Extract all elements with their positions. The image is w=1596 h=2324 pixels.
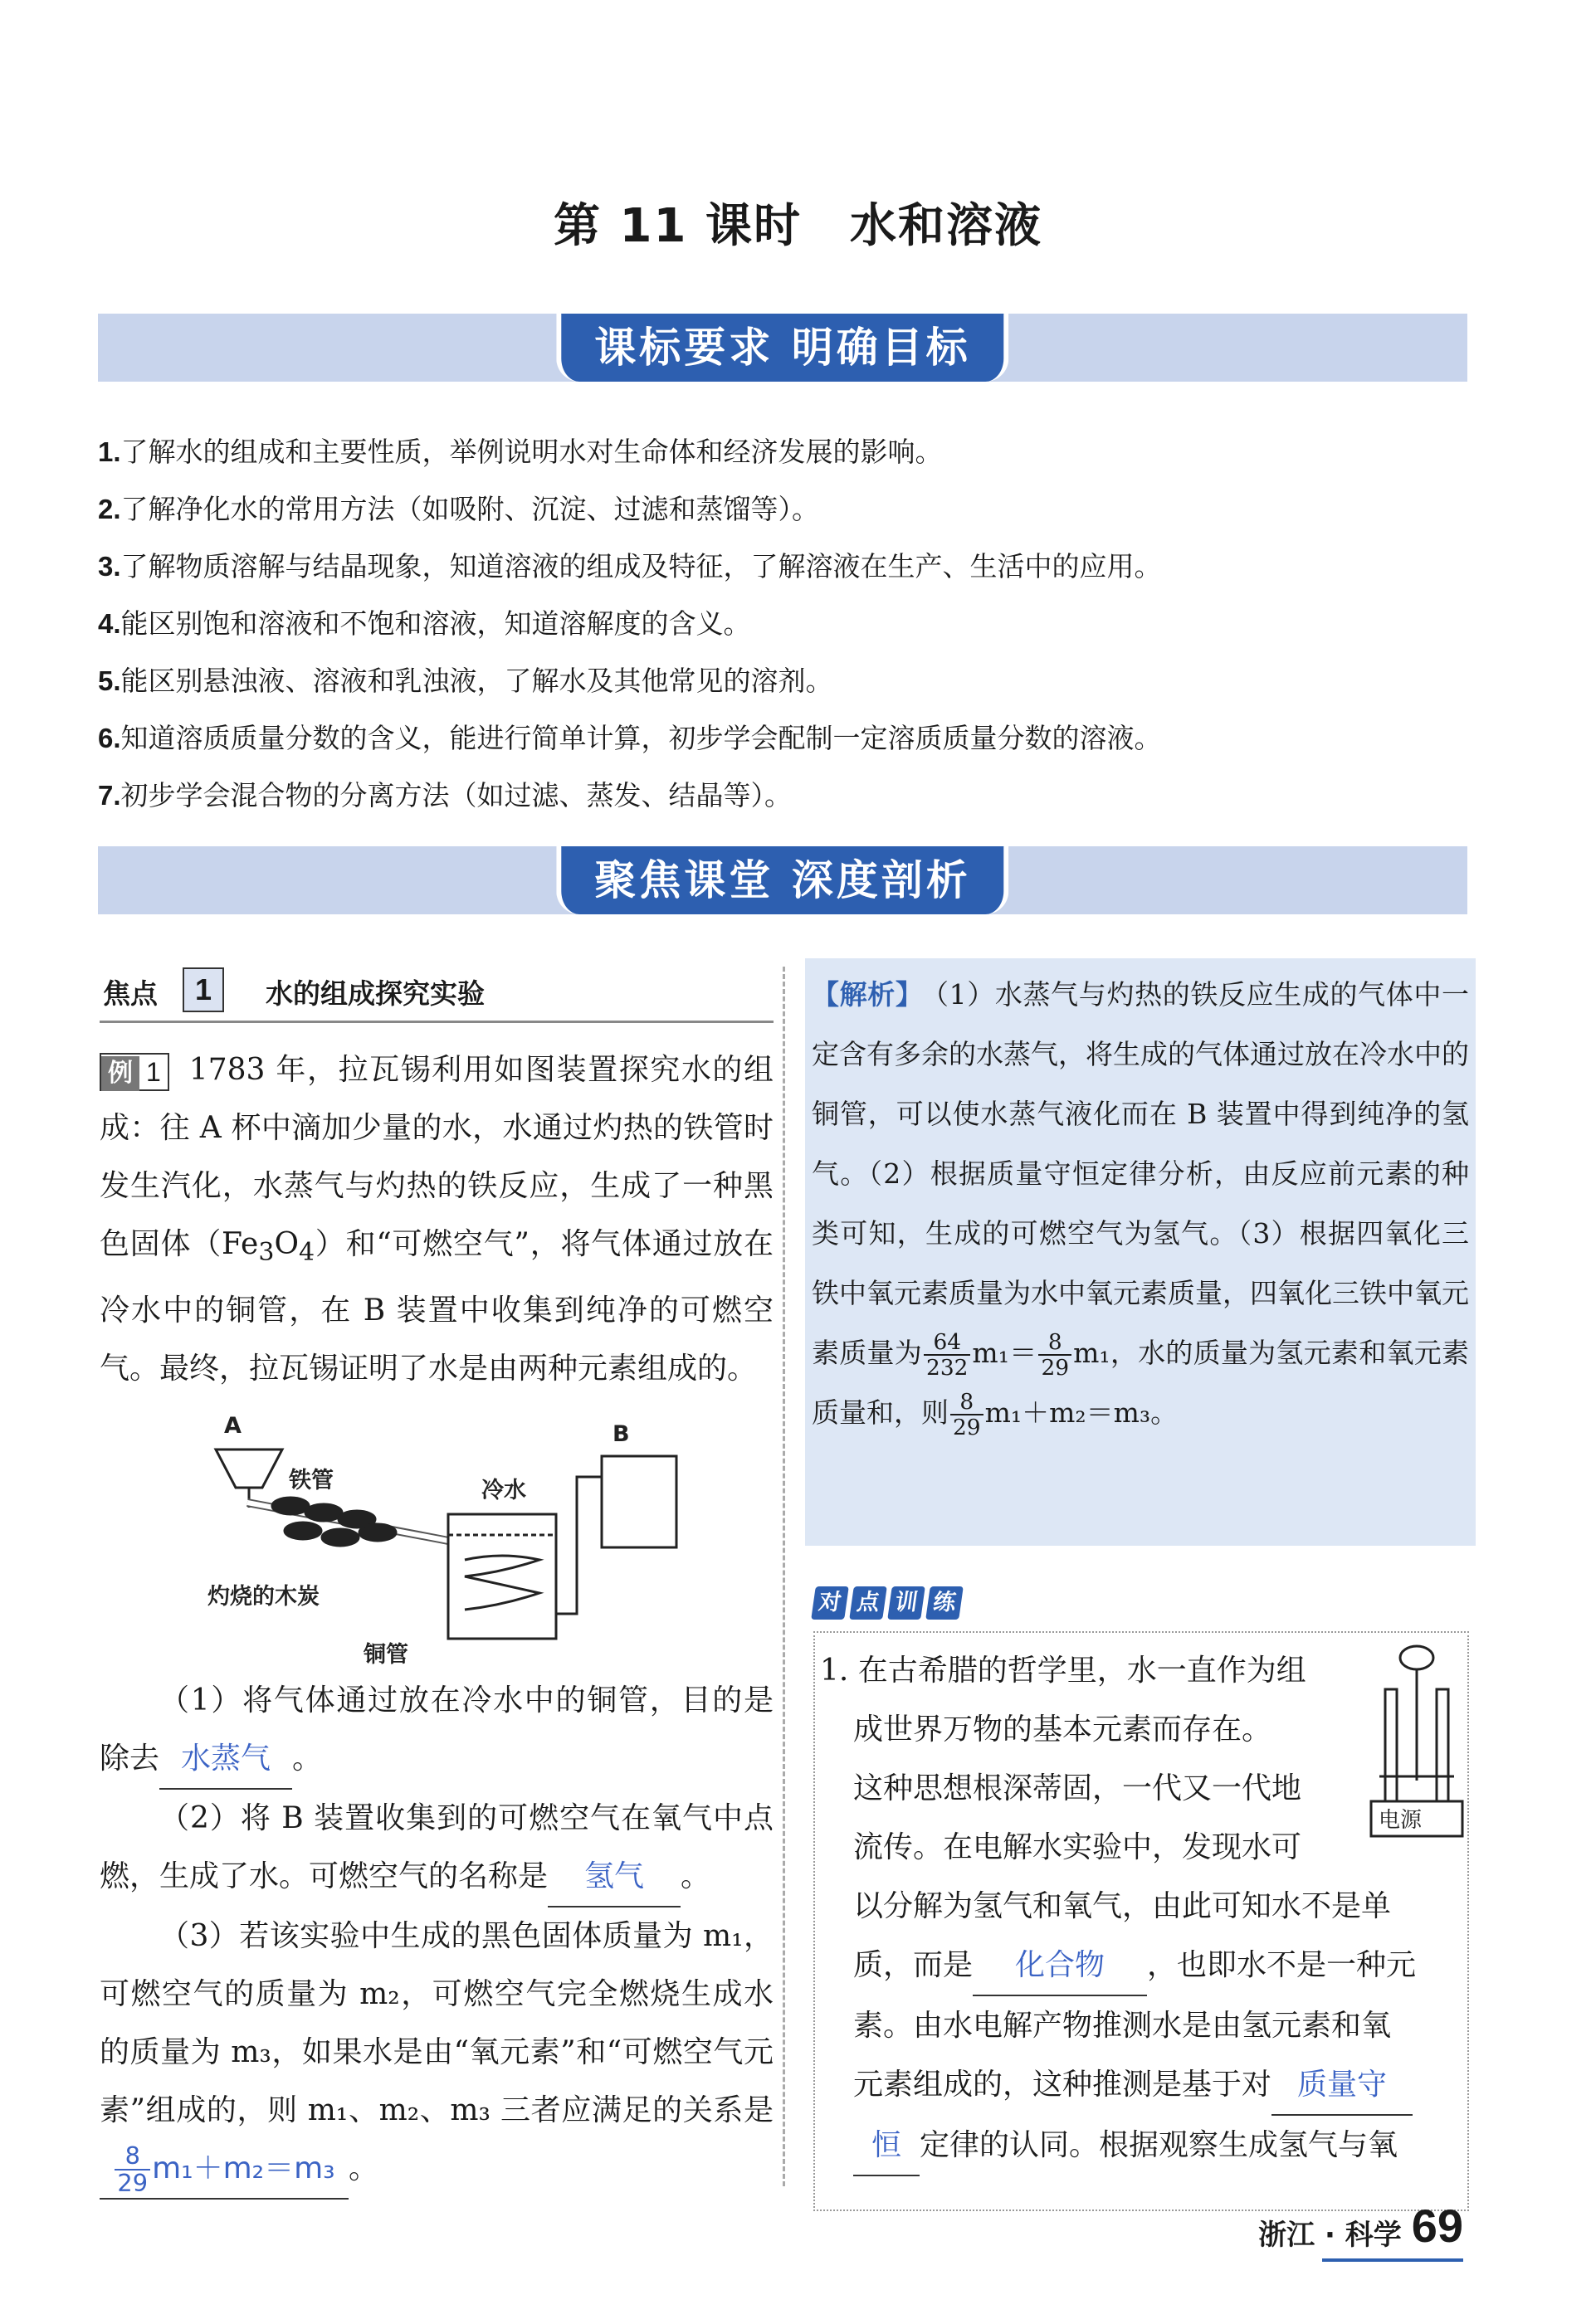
footer-underline xyxy=(1322,2258,1463,2262)
practice-section xyxy=(813,1585,1469,2211)
electrolysis-diagram xyxy=(1367,1639,1467,1839)
fraction: $\frac{64}{232}$ xyxy=(924,1330,970,1380)
example-column xyxy=(100,962,774,2200)
analysis-box xyxy=(805,958,1476,1546)
section-banner-focus-label: 聚焦课堂 深度剖析 xyxy=(556,846,1008,914)
answer-blank: 质量守 xyxy=(1271,2055,1413,2116)
focus-label: 焦点 xyxy=(103,977,158,1010)
focus-heading xyxy=(100,962,774,1023)
focus-title: 水的组成探究实验 xyxy=(266,977,485,1010)
page-footer xyxy=(1258,2199,1463,2253)
objective-item: 7.初步学会混合物的分离方法（如过滤、蒸发、结晶等）。 xyxy=(98,779,793,811)
section-banner-objectives-label: 课标要求 明确目标 xyxy=(556,314,1008,382)
text-line: 素。由水电解产物推测水是由氢元素和氧 xyxy=(853,2009,1392,2043)
apparatus-figure xyxy=(100,1398,774,1672)
analysis-label: 【解析】 xyxy=(812,978,924,1011)
focus-number: 1 xyxy=(183,967,224,1012)
figure-label-b: B xyxy=(613,1421,630,1448)
objective-item: 6.知道溶质质量分数的含义，能进行简单计算，初步学会配制一定溶质质量分数的溶液。 xyxy=(98,722,1162,754)
page-number: 69 xyxy=(1411,2200,1463,2252)
fraction: $\frac{8}{29}$ xyxy=(115,2143,150,2197)
practice-chip: 点 xyxy=(849,1586,887,1620)
figure-label-a: A xyxy=(224,1413,242,1440)
text-line: 流传。在电解水实验中，发现水可 xyxy=(853,1830,1302,1864)
text-line: 元素组成的，这种推测是基于对 质量守 xyxy=(820,2055,1467,2116)
figure-label-charcoal: 灼烧的木炭 xyxy=(207,1584,320,1610)
objective-item: 4.能区别饱和溶液和不饱和溶液，知道溶解度的含义。 xyxy=(98,607,751,640)
analysis-text: 【解析】 （1）水蒸气与灼热的铁反应生成的气体中一定含有多余的水蒸气，将生成的气体通过放在冷水中的铜管，可以使水蒸气液化而在 B 装置中得到纯净的氢气。（2）根据质量守恒定律分析，由反应前元素的种类可知，生成的可燃空气为氢气。（3）根据四氧化三铁中氧元素质量为水中氧元素质量，四氧化三铁中氧元素质量为 $\frac{64}{232}$ m₁＝ $\frac{8}{29}$ m₁，水的质量为氢元素和氧元素质量和，则 $\frac{8}{29}$ m₁＋m₂＝m₃。 xyxy=(812,978,1470,1440)
figure-label-iron-pipe: 铁管 xyxy=(289,1468,334,1494)
question-1: （1）将气体通过放在冷水中的铜管，目的是除去 水蒸气 。 xyxy=(100,1672,774,1790)
column-divider xyxy=(783,967,785,2186)
figure-label-copper-pipe: 铜管 xyxy=(364,1642,408,1669)
footer-subject: 浙江 · 科学 xyxy=(1258,2219,1402,2252)
objective-item: 5.能区别悬浊液、溶液和乳浊液，了解水及其他常见的溶剂。 xyxy=(98,665,833,697)
apparatus-diagram xyxy=(100,1398,774,1672)
answer-blank: 化合物 xyxy=(973,1936,1147,1996)
answer-blank: 恒 xyxy=(853,2116,920,2176)
example-text: 例 1 1783 年，拉瓦锡利用如图装置探究水的组成：往 A 杯中滴加少量的水，水通过灼热的铁管时发生汽化，水蒸气与灼热的铁反应，生成了一种黑色固体$(Fe_3O_4)$和“可燃空气”，将气体通过放在冷水中的铜管，在 B 装置中收集到纯净的可燃空气。最终，拉瓦锡证明了水是由两种元素组成的。 xyxy=(100,1053,774,1386)
text-line: 质，而是 化合物 ，也即水不是一种元 xyxy=(820,1936,1467,1996)
answer-blank: 水蒸气 xyxy=(159,1730,292,1790)
practice-chip: 对 xyxy=(811,1586,849,1620)
section-banner-objectives xyxy=(98,314,1467,382)
figure-label-cold-water: 冷水 xyxy=(481,1478,526,1504)
objectives-list xyxy=(98,423,1467,824)
question-2: （2）将 B 装置收集到的可燃空气在氧气中点燃，生成了水。可燃空气的名称是 氢气 。 xyxy=(100,1790,774,1907)
question-3: （3）若该实验中生成的黑色固体质量为 m₁，可燃空气的质量为 m₂，可燃空气完全燃烧生成水的质量为 m₃，如果水是由“氧元素”和“可燃空气元素”组成的，则 m₁、m₂、m₃ 三者应满足的关系是 $\frac{8}{29}$ m₁＋m₂＝m₃ 。 xyxy=(100,1907,774,2200)
objective-item: 3.了解物质溶解与结晶现象，知道溶液的组成及特征，了解溶液在生产、生活中的应用。 xyxy=(98,550,1162,582)
fraction: $\frac{8}{29}$ xyxy=(1038,1330,1071,1380)
practice-chip: 练 xyxy=(925,1586,964,1620)
practice-heading xyxy=(813,1585,1469,1626)
text-line: 以分解为氢气和氧气，由此可知水不是单 xyxy=(853,1889,1392,1923)
text-line: 这种思想根深蒂固，一代又一代地 xyxy=(853,1771,1302,1805)
practice-box xyxy=(813,1631,1469,2211)
answer-blank: $\frac{8}{29}$ m₁＋m₂＝m₃ xyxy=(100,2140,349,2200)
text-line: 恒 定律的认同。根据观察生成氢气与氧 xyxy=(820,2116,1467,2176)
text-line: 1. 在古希腊的哲学里，水一直作为组 xyxy=(820,1654,1306,1688)
page-title: 第 11 课时 水和溶液 xyxy=(554,199,1042,253)
fraction: $\frac{8}{29}$ xyxy=(950,1390,983,1440)
example-badge: 例 1 xyxy=(100,1053,169,1091)
objective-item: 1.了解水的组成和主要性质，举例说明水对生命体和经济发展的影响。 xyxy=(98,436,943,468)
section-banner-focus xyxy=(98,846,1467,914)
power-source-label: 电源 xyxy=(1379,1808,1423,1833)
objective-item: 2.了解净化水的常用方法（如吸附、沉淀、过滤和蒸馏等）。 xyxy=(98,493,820,525)
text-line: 成世界万物的基本元素而存在。 xyxy=(853,1713,1272,1747)
practice-chip: 训 xyxy=(887,1586,925,1620)
answer-blank: 氢气 xyxy=(548,1848,681,1907)
